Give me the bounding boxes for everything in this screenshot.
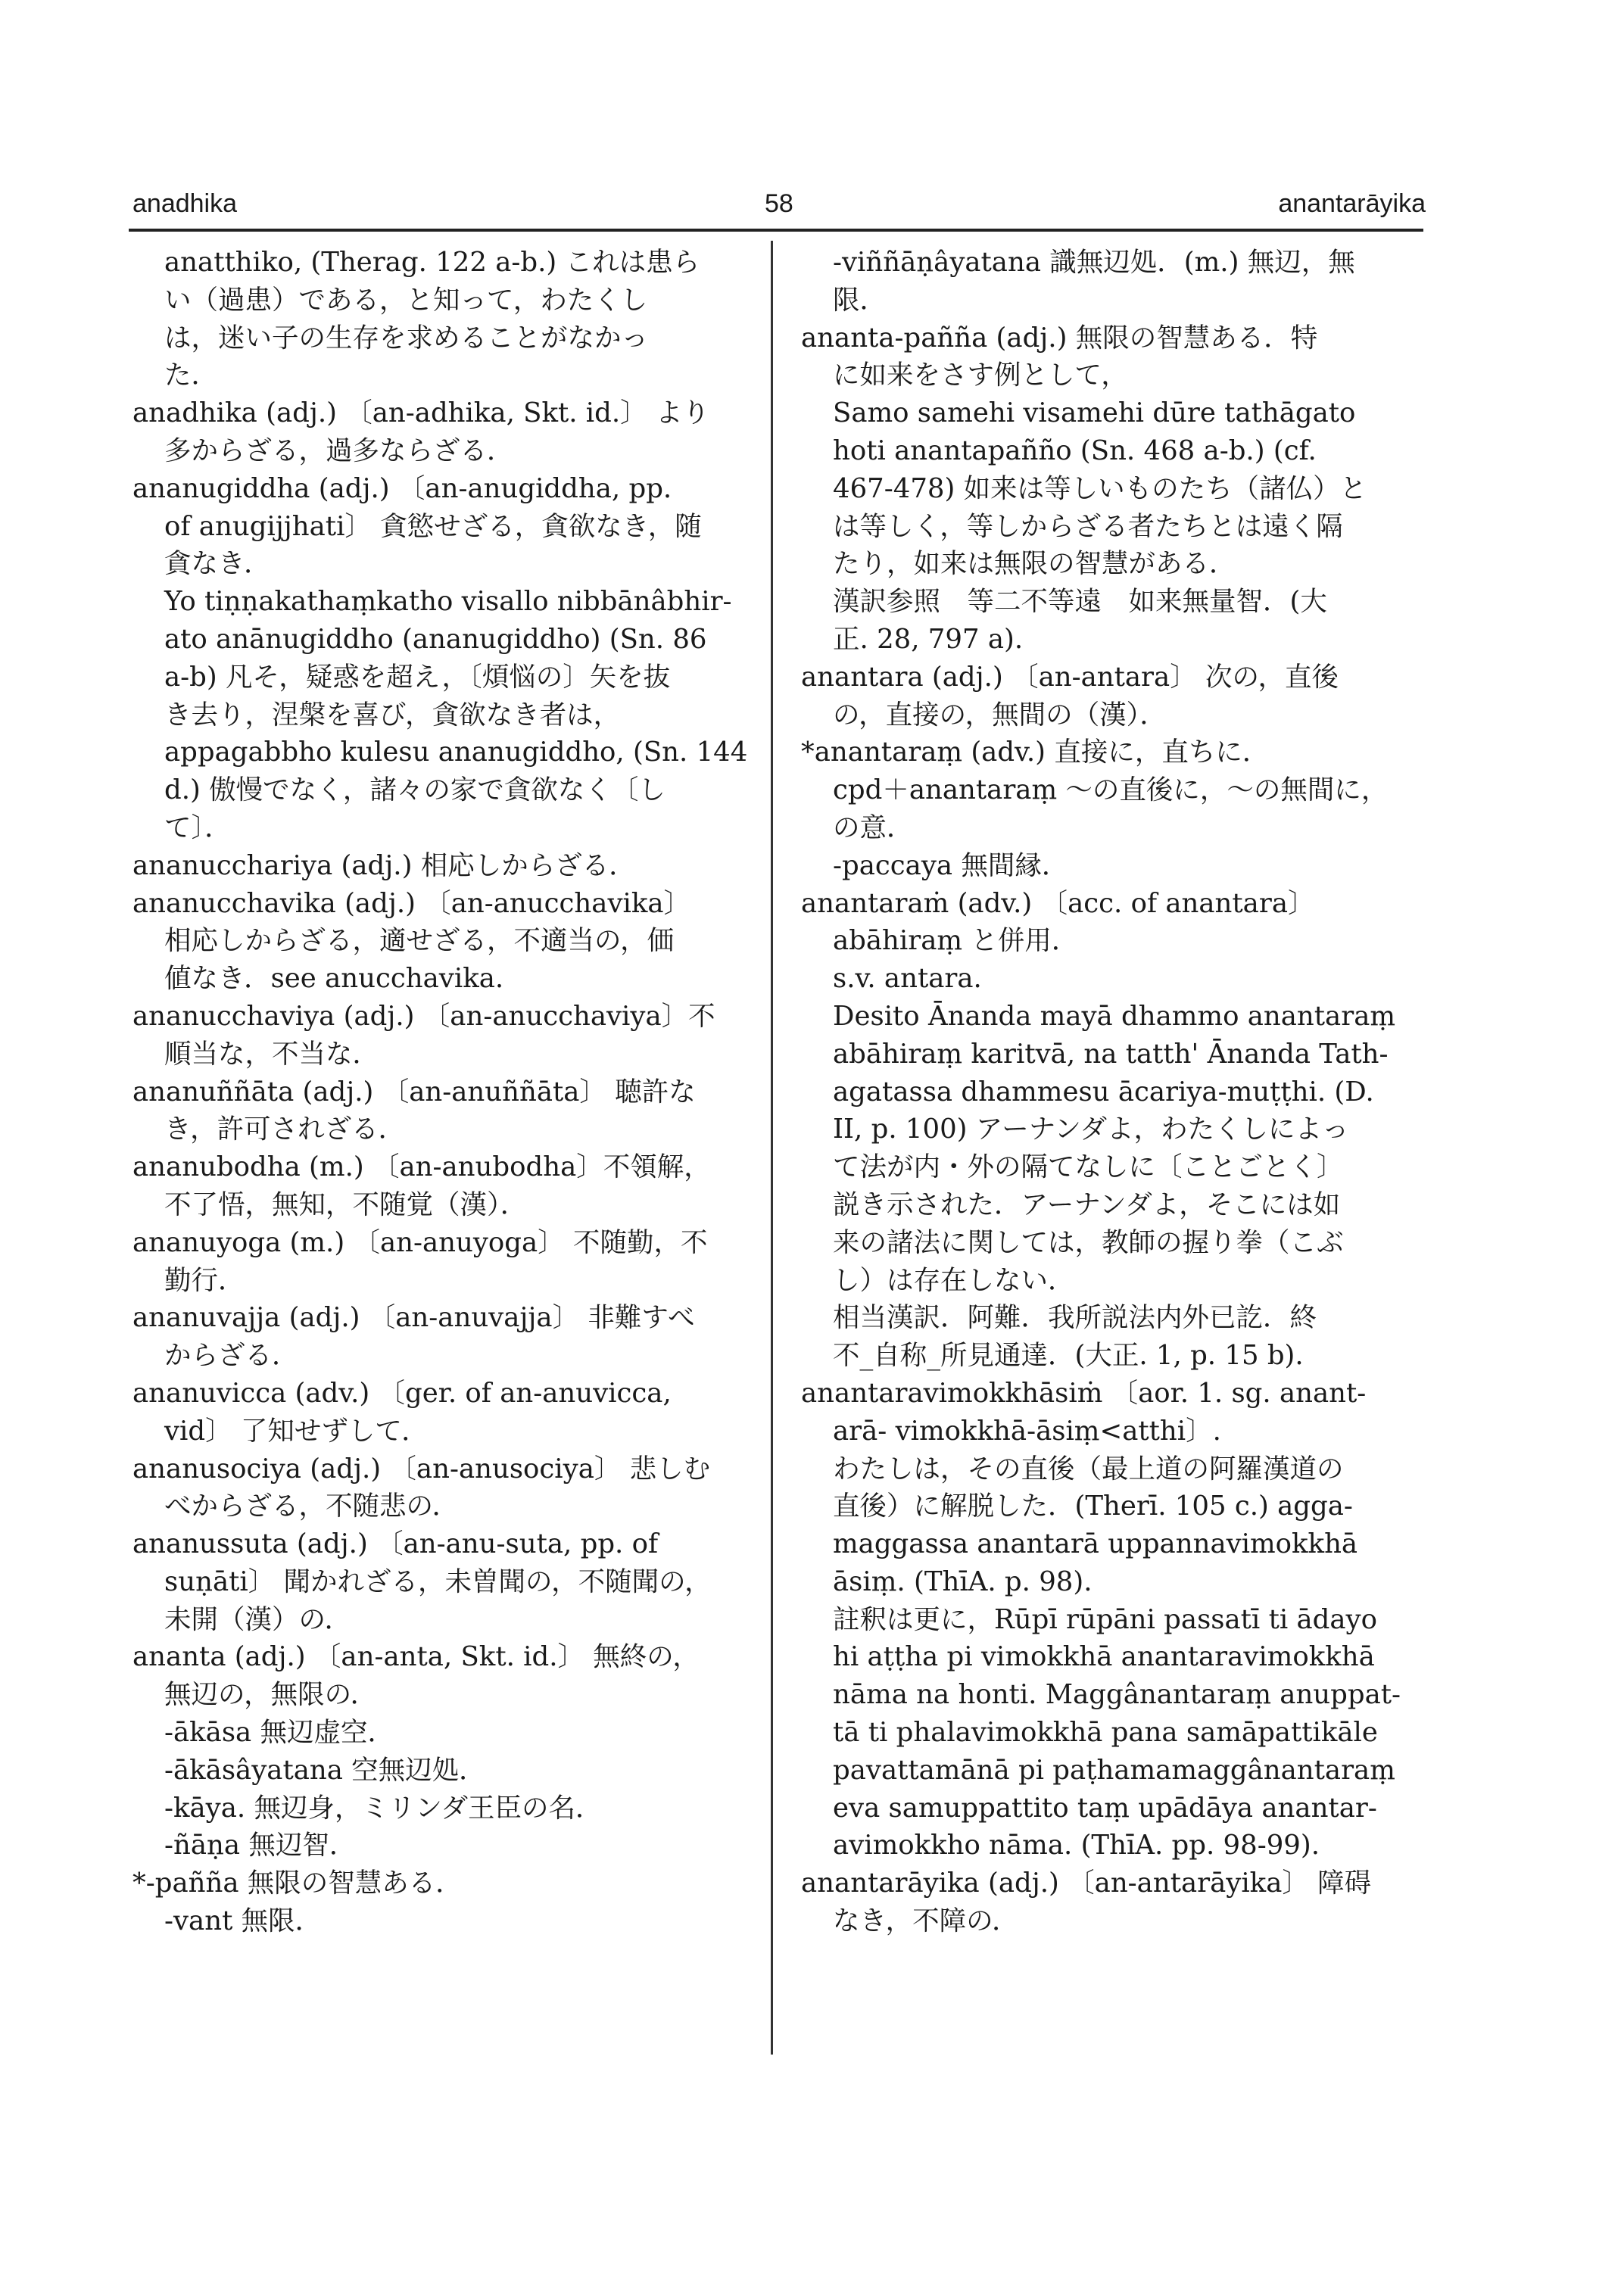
entry-line: べからざる，不随悲の． — [164, 1491, 460, 1522]
entry-line: vid〕 了知せずして． — [164, 1415, 429, 1447]
headword-line: *anantaraṃ (adv.) 直接に，直ちに． — [801, 737, 1270, 768]
right-column — [801, 244, 1423, 1940]
entry-line: からざる． — [164, 1340, 299, 1372]
entry-line: わたしは，その直後（最上道の阿羅漢道の — [833, 1453, 1344, 1485]
entry-line: -viññāṇâyatana 識無辺処．(m.) 無辺，無 — [833, 247, 1355, 278]
entry-line: 勤行． — [164, 1264, 245, 1296]
headword-line: anantara (adj.) 〔an-antara〕 次の，直後 — [801, 661, 1339, 693]
entry-line: 説き示された．アーナンダよ，そこには如 — [833, 1189, 1341, 1220]
entry-line: し）は存在しない． — [833, 1264, 1075, 1296]
entry-line: āsiṃ. (ThīA. p. 98). — [833, 1566, 1093, 1597]
entry-line: -ākāsa 無辺虚空． — [164, 1717, 395, 1749]
entry-line: 不了悟，無知，不随覚（漢）． — [164, 1189, 528, 1220]
entry-line: ato anānugiddho (ananugiddho) (Sn. 86 — [164, 623, 707, 655]
entry-line: abāhiraṃ karitvā, na tatth' Ānanda Tath- — [833, 1038, 1389, 1070]
entry-line: eva samuppattito taṃ upādāya anantar- — [833, 1792, 1377, 1824]
entry-line: Desito Ānanda mayā dhammo anantaraṃ — [833, 1000, 1396, 1032]
headword-line: ananubodha (m.) 〔an-anubodha〕不領解， — [132, 1151, 711, 1183]
column-divider — [771, 241, 773, 2055]
entry-line: -ākāsâyatana 空無辺処． — [164, 1754, 486, 1786]
headword-line: anadhika (adj.) 〔an-adhika, Skt. id.〕 より — [132, 397, 709, 429]
entry-line: た． — [164, 360, 219, 391]
entry-line: -kāya. 無辺身，ミリンダ王臣の名． — [164, 1792, 603, 1824]
headword-line: ananucchariya (adj.) 相応しからざる． — [132, 849, 636, 881]
entry-line: 正. 28, 797 a). — [833, 623, 1024, 655]
entry-line: たり，如来は無限の智慧がある． — [833, 548, 1236, 580]
headword-line: ananuññāta (adj.) 〔an-anuññāta〕 聴許な — [132, 1076, 696, 1108]
entry-line: agatassa dhammesu ācariya-muṭṭhi. (D. — [833, 1076, 1374, 1108]
entry-line: pavattamānā pi paṭhamamaggânantaraṃ — [833, 1754, 1395, 1786]
entry-line: 467-478) 如来は等しいものたち（諸仏）と — [833, 472, 1367, 504]
running-head-left: anadhika — [132, 189, 238, 218]
entry-line: -paccaya 無間縁． — [833, 849, 1069, 881]
entry-line: -ñāṇa 無辺智． — [164, 1830, 357, 1862]
entry-line: き，許可されざる． — [164, 1114, 406, 1145]
entry-line: abāhiraṃ と併用． — [833, 925, 1079, 957]
entry-line: nāma na honti. Maggânantaraṃ anuppat- — [833, 1679, 1401, 1711]
headword-line: ananuvajja (adj.) 〔an-anuvajja〕 非難すべ — [132, 1302, 695, 1334]
headword-line: ananta (adj.) 〔an-anta, Skt. id.〕 無終の， — [132, 1641, 700, 1673]
headword-line: anantaraṁ (adv.) 〔acc. of anantara〕 — [801, 887, 1315, 919]
entry-line: 限． — [833, 284, 887, 316]
left-column — [132, 244, 757, 1940]
entry-line: hi aṭṭha pi vimokkhā anantaravimokkhā — [833, 1641, 1375, 1673]
headword-line: ananuvicca (adv.) 〔ger. of an-anuvicca, — [132, 1377, 672, 1409]
headword-line: ananucchaviya (adj.) 〔an-anucchaviya〕不 — [132, 1000, 715, 1032]
entry-line: -vant 無限． — [164, 1905, 323, 1937]
entry-line: s.v. antara. — [833, 963, 982, 995]
headword-line: ananucchavika (adj.) 〔an-anucchavika〕 — [132, 887, 691, 919]
header-rule — [129, 229, 1423, 232]
entry-line: suṇāti〕 聞かれざる，未曽聞の，不随聞の， — [164, 1566, 712, 1597]
entry-line: 貪なき． — [164, 548, 271, 580]
entry-line: 註釈は更に，Rūpī rūpāni passatī ti ādayo — [833, 1603, 1377, 1635]
entry-line: 漢訳参照 等二不等遠 如来無量智．(大 — [833, 586, 1327, 618]
entry-line: て〕． — [164, 812, 232, 843]
entry-line: hoti anantapañño (Sn. 468 a-b.) (cf. — [833, 435, 1317, 466]
entry-line: appagabbho kulesu ananugiddho, (Sn. 144 — [164, 737, 748, 768]
entry-line: 値なき．see anucchavika. — [164, 963, 504, 995]
entry-line: d.) 傲慢でなく，諸々の家で貪欲なく〔し — [164, 774, 665, 806]
headword-line: ananussuta (adj.) 〔an-anu-suta, pp. of — [132, 1528, 659, 1560]
entry-line: い（過患）である，と知って，わたくし — [164, 284, 648, 316]
headword-line: ananta-pañña (adj.) 無限の智慧ある．特 — [801, 322, 1318, 354]
entry-line: き去り，涅槃を喜び，貪欲なき者は， — [164, 699, 621, 731]
entry-line: なき，不障の． — [833, 1905, 1019, 1937]
entry-line: の，直接の，無間の（漢）． — [833, 699, 1167, 731]
entry-line: Yo tiṇṇakathaṃkatho visallo nibbānâbhir- — [164, 586, 732, 618]
entry-line: は等しく，等しからざる者たちとは遠く隔 — [833, 510, 1343, 542]
entry-line: に如来をさす例として， — [833, 360, 1128, 391]
entry-line: a-b) 凡そ，疑惑を超え，〔煩悩の〕矢を抜 — [164, 661, 671, 693]
entry-line: 順当な，不当な． — [164, 1038, 380, 1070]
entry-line: 不_自称_所見通達．(大正. 1, p. 15 b). — [833, 1340, 1304, 1372]
headword-line: ananusociya (adj.) 〔an-anusociya〕 悲しむ — [132, 1453, 711, 1485]
headword-line: ananuyoga (m.) 〔an-anuyoga〕 不随勤，不 — [132, 1226, 708, 1258]
entry-line: て法が内・外の隔てなしに〔ことごとく〕 — [833, 1151, 1344, 1183]
entry-line: 未開（漢）の． — [164, 1603, 352, 1635]
entry-line: tā ti phalavimokkhā pana samāpattikāle — [833, 1717, 1378, 1749]
headword-line: anantarāyika (adj.) 〔an-antarāyika〕 障碍 — [801, 1868, 1372, 1899]
entry-line: of anugijjhati〕 貪慾せざる，貪欲なき，随 — [164, 510, 702, 542]
entry-line: 相応しからざる，適せざる，不適当の，価 — [164, 925, 675, 957]
entry-line: の意． — [833, 812, 914, 843]
entry-line: arā- vimokkhā-āsiṃ<atthi〕. — [833, 1415, 1221, 1447]
running-head-right: anantarāyika — [1278, 189, 1426, 218]
entry-line: II, p. 100) アーナンダよ，わたくしによっ — [833, 1114, 1349, 1145]
entry-line: maggassa anantarā uppannavimokkhā — [833, 1528, 1358, 1560]
headword-line: ananugiddha (adj.) 〔an-anugiddha, pp. — [132, 472, 672, 504]
entry-line: 無辺の，無限の． — [164, 1679, 378, 1711]
entry-line: anatthiko, (Therag. 122 a-b.) これは患ら — [164, 247, 700, 278]
page-number: 58 — [765, 189, 793, 218]
entry-line: 多からざる，過多ならざる． — [164, 435, 514, 466]
entry-line: 直後）に解脱した．(Therī. 105 c.) agga- — [833, 1491, 1353, 1522]
headword-line: anantaravimokkhāsiṁ 〔aor. 1. sg. anant- — [801, 1377, 1367, 1409]
entry-line: Samo samehi visamehi dūre tathāgato — [833, 397, 1356, 429]
entry-line: 相当漢訳．阿難．我所説法内外已訖．終 — [833, 1302, 1317, 1334]
entry-line: 来の諸法に関しては，教師の握り拳（こぶ — [833, 1226, 1344, 1258]
headword-line: *-pañña 無限の智慧ある． — [132, 1868, 463, 1899]
entry-line: avimokkho nāma. (ThīA. pp. 98-99). — [833, 1830, 1320, 1862]
entry-line: cpd＋anantaraṃ ～の直後に，～の無間に， — [833, 774, 1389, 806]
entry-line: は，迷い子の生存を求めることがなかっ — [164, 322, 649, 354]
